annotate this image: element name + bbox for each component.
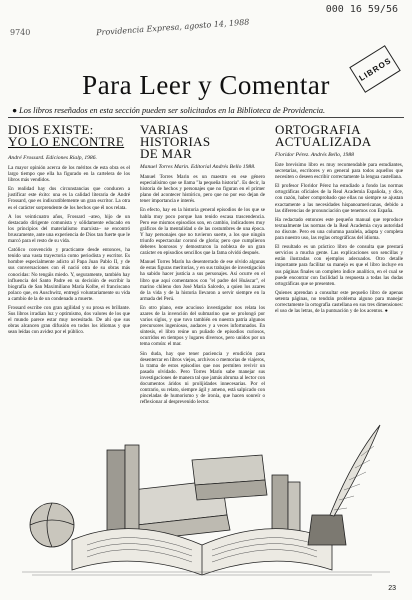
article-paragraph: Sin duda, hay que tener paciencia y erudición para desenterrar en libros viejos, archivos o memorias de viajeros, la trama de estos episodios que nos permiten revivir un pasado olvidado. Pero Torres Marín sabe manejar sus investigaciones de manera tal que jamás abruma al lector con documentos áridos ni prolijidades innecesarias. Por el contrario, su relato, siempre ágil y ameno, está salpicado con pinceladas de humorismo y de ironía, que hacen sonreír o reflexionar al desprevenido lector.: [140, 350, 265, 406]
article-title: ORTOGRAFIA ACTUALIZADA: [275, 122, 372, 149]
article-dios-existe: [8, 124, 130, 338]
article-paragraph: Frossard escribe con gran agilidad y su prosa es brillante. Sus libros irradian luz y optimismo, dos valores de los que el mundo parece estar muy necesitado. De ahí que sus obras alcancen gran difusión en todos los idiomas y que sean leídas con avidez por el público.: [8, 304, 130, 336]
article-meta: Manuel Torres Marin. Editorial Andrés Bello 1988.: [140, 164, 256, 170]
article-varias-historias: [140, 124, 265, 408]
article-meta: Floridor Pérez. Andrés Bello, 1988: [275, 152, 354, 158]
article-title: VARIAS HISTORIAS DE MAR: [140, 122, 211, 161]
article-paragraph: A los veinticuatro años, Frossard –ateo, hijo de un destacado dirigente comunista y sólidamente educado en los principios del materialismo marxista– se encontró bruscamente, ante una experiencia de Dios tan fuerte que le marcó para el resto de su vida.: [8, 213, 130, 245]
header-divider: [8, 117, 404, 118]
article-paragraph: Católico convencido y practicante desde entonces, ha tenido una vasta trayectoria como periodista y escritor. Es hombre especialmente adicto al Papa Juan Pablo II, y de sus conversaciones con él nació otra de su obras más conocidas: No tengáis miedo. Y, seguramente, también hay influencia del Santo Padre en su decisión de escribir la biografía de San Maximiliano María Kolbe, el franciscano polaco que, en Auschwitz, entregó voluntariamente su vida a cambio de la de un condenado a muerte.: [8, 247, 130, 302]
page-title: Para Leer y Comentar: [82, 70, 330, 100]
article-paragraph: Este brevísimo libro es muy recomendable para estudiantes, secretarias, escritores y en general para todos aquellos que necesiten o deseen escribir correctamente la lengua castellana.: [275, 162, 403, 181]
article-paragraph: En realidad hay dos circunstancias que conducen a justificar este éxito: una es la calidad literaria de André Frossard, que es indiscutiblemente un gran escritor. La otra es el carácter sorprendente de los hechos que él nos relata.: [8, 186, 130, 211]
article-paragraph: La mayor opinión acerca de los méritos de esta obra es el largo tiempo que ella ha figurado en la cartelera de los libros más vendidos.: [8, 165, 130, 184]
books-and-quill-illustration: [12, 420, 400, 578]
article-paragraph: En efecto, hay en la historia general episodios de los que se habla muy poco porque han tenido escasa trascendencia. Pero ese mismos episodios son, en cambio, indicadores muy gráficos de la mentalidad o de las costumbres de una época. Y hay personajes que no tuvieron suerte, a los que ningún triunfo espectacular coronó de gloria; pero que cumplieron deberes honrosos y demostraron la nobleza de un gran carácter en episodios sencillos que la fama olvidó después.: [140, 207, 265, 257]
article-ortografia: [275, 124, 403, 317]
article-paragraph: En otro plano, este acucioso investigador nos relata los azares de la invención del submarino que se prolongó por varios siglos, y que tuvo también en nuestra patria algunos precursores ingeniosos, audaces y a veces infortunados. En síntesis, el libro reúne un puñado de episodios curiosos, ocurridos en tiempos y lugares diversos, pero unidos por un tema común: el mar.: [140, 304, 265, 348]
article-paragraph: El resultado es un práctico libro de consulta que prestará servicios a mucha gente. Las explicaciones son sencillas y están ilustradas con ejemplos adecuados. Otro detalle importante para facilitar su manejo es que el libro incluye en sus páginas finales un completo índice analítico, en el cual se puede encontrar con facilidad la respuesta a todas las dudas ortográficas que se presenten.: [275, 244, 403, 287]
article-paragraph: Ha redactado entonces este pequeño manual que reproduce textualmente las normas de la Real Academia cuya autoridad no discute. Pero en una columna paralela, adapta y completa para nuestro uso, las reglas ortográficas del idioma.: [275, 216, 403, 242]
article-paragraph: El profesor Floridor Pérez ha estudiado a fondo las normas ortográficas oficiales de la Real Academia Española, y dice, con razón, haber comprobado que ellas no siempre se ajustan exactamente a las necesidades hispanoamericanas, debido a las diferencias de pronunciación que tenemos con España.: [275, 183, 403, 214]
handwritten-page-reference: 9740: [10, 28, 31, 37]
article-title: DIOS EXISTE: YO LO ENCONTRE: [8, 122, 125, 149]
article-paragraph: Quienes aprendan a consultar este pequeño libro de apenas setenta páginas, no tendrán problema alguno para manejar correctamente la ortografía castellana en sus tres dimensiones: el uso de las letras, de la puntuación y de los acentos. ●: [275, 289, 403, 315]
page-number: 23: [388, 585, 396, 592]
article-paragraph: Manuel Torres Marín ha desenterrado de ese olvido algunas de estas figuras meritorias, y en sus trabajos de investigación ha sabido hacer justicia a sus personajes. Así ocurre en el libro que aquí comentamos con "el padre del Huáscar", el marino chileno don José María Salcedo, a quien los azares de la vida y de la historia llevaron a servir siempre en la armada del Perú.: [140, 259, 265, 302]
handwritten-source-note: Providencia Expresa, agosto 14, 1988: [95, 17, 250, 38]
article-meta: André Frossard. Ediciones Rialp, 1986.: [8, 155, 97, 161]
handwritten-catalog-number: 000 16 59/56: [325, 4, 398, 15]
section-badge: LIBROS: [349, 45, 401, 93]
section-subtitle: ● Los libros reseñados en esta sección pueden ser solicitados en la Biblioteca de Providencia.: [12, 106, 326, 115]
article-paragraph: Manuel Torres Marin es un maestro en ese género especialísimo que se llama "la pequeña historia". Es decir, la historia de hechos y personajes que no figuran en el primer plano del acontecer histórico, pero que no por eso dejan de tener importancia e interés.: [140, 174, 265, 205]
